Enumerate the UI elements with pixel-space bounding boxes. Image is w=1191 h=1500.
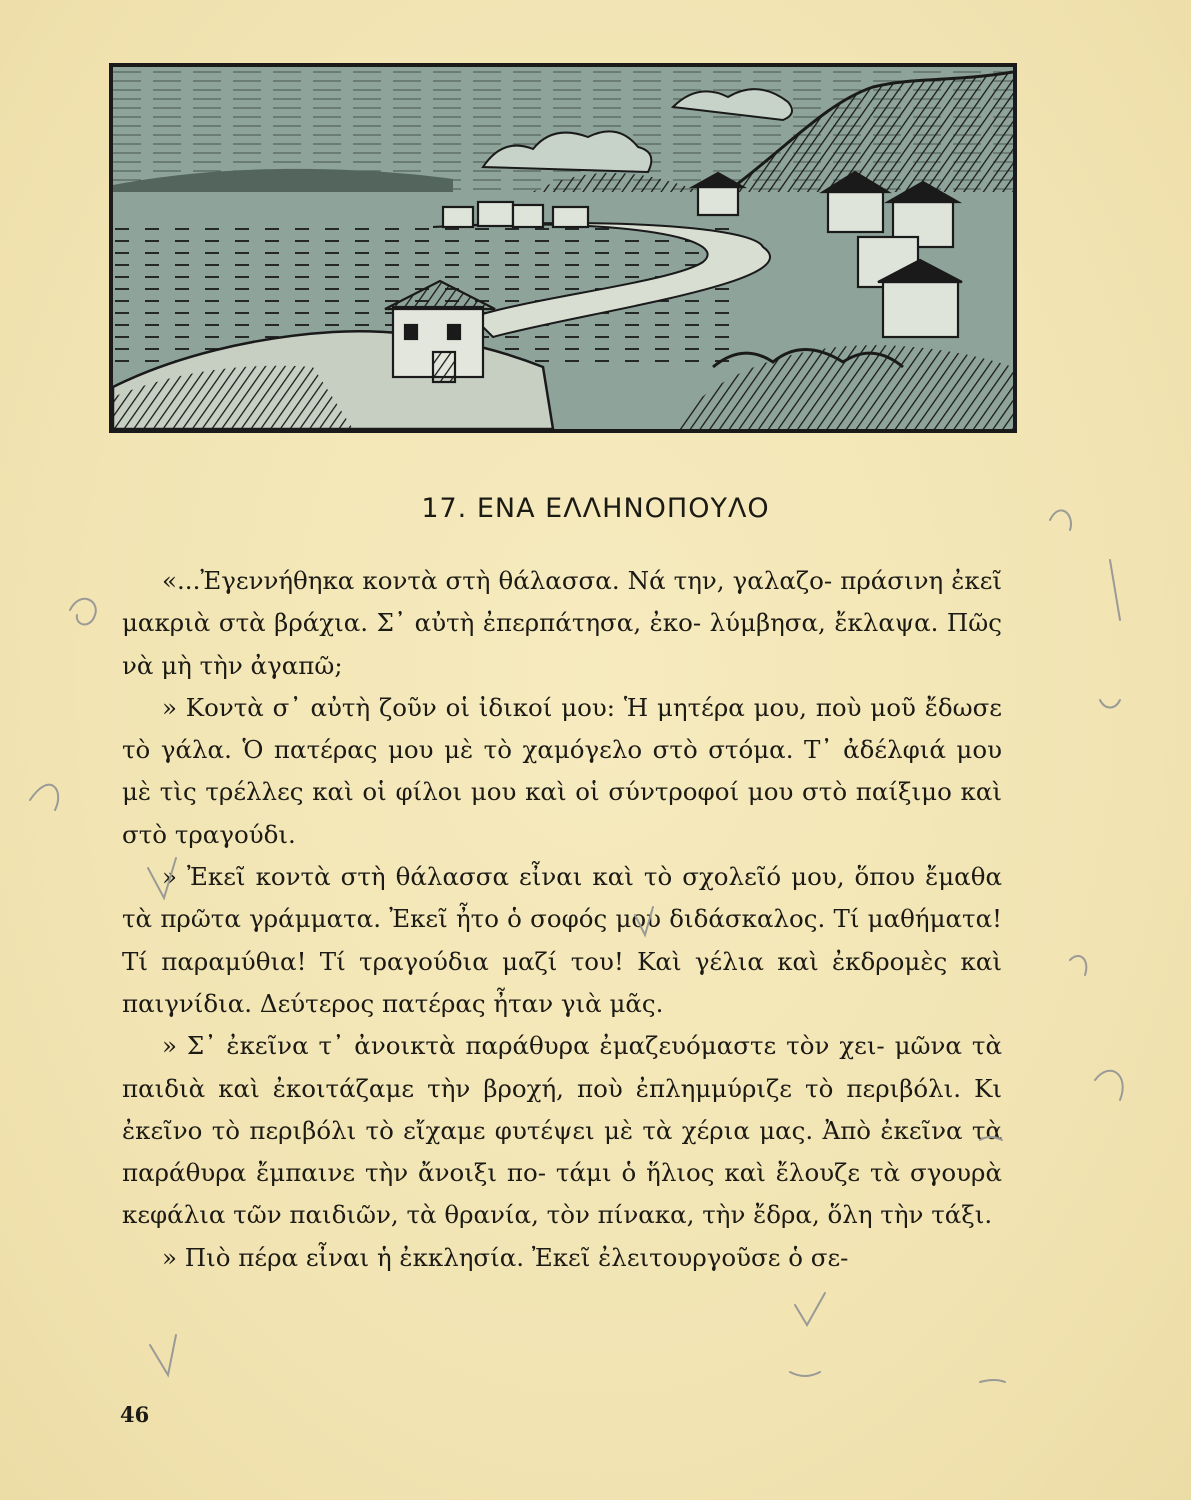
- paragraph: » Κοντὰ σ᾽ αὐτὴ ζοῦν οἱ ἰδικοί μου: Ἡ μητέρα μου, ποὺ μοῦ ἔδωσε τὸ γάλα. Ὁ πατέρας μου μὲ τὸ χαμόγελο στὸ στόμα. Τ᾽ ἀδέλφιά μου μὲ τὶς τρέλλες καὶ οἱ φίλοι μου καὶ οἱ σύντροφοί μου στὸ παίξιμο καὶ στὸ τραγούδι.: [122, 692, 1002, 849]
- body-text: [122, 560, 1002, 1279]
- paragraph: «...Ἐγεννήθηκα κοντὰ στὴ θάλασσα. Νά την, γαλαζο- πράσινη ἐκεῖ μακριὰ στὰ βράχια. Σ᾽ αὐτὴ ἐπερπάτησα, ἐκο- λύμβησα, ἔκλαψα. Πῶς νὰ μὴ τὴν ἀγαπῶ;: [122, 566, 1002, 680]
- chapter-title: 17. ΕΝΑ ΕΛΛΗΝΟΠΟΥΛΟ: [421, 493, 770, 524]
- paragraph: » Πιὸ πέρα εἶναι ἡ ἐκκλησία. Ἐκεῖ ἐλειτουργοῦσε ὁ σε-: [162, 1242, 849, 1272]
- paragraph: » Ἐκεῖ κοντὰ στὴ θάλασσα εἶναι καὶ τὸ σχολεῖό μου, ὅπου ἔμαθα τὰ πρῶτα γράμματα. Ἐκεῖ ἦτο ὁ σοφός μου διδάσκαλος. Τί μαθήματα! Τί παραμύθια! Τί τραγούδια μαζί του! Καὶ γέλια καὶ ἐκδρομὲς καὶ παιγνίδια. Δεύτερος πατέρας ἦταν γιὰ μᾶς.: [122, 862, 1002, 1018]
- paragraph: » Σ᾽ ἐκεῖνα τ᾽ ἀνοικτὰ παράθυρα ἐμαζευόμαστε τὸν χει- μῶνα τὰ παιδιὰ καὶ ἐκοιτάζαμε τὴν βροχή, ποὺ ἐπλημμύριζε τὸ περιβόλι. Κι ἐκεῖνο τὸ περιβόλι τὸ εἴχαμε φυτέψει μὲ τὰ χέρια μας. Ἀπὸ ἐκεῖνα τὰ παράθυρα ἔμπαινε τὴν ἄνοιξι πο- τάμι ὁ ἥλιος καὶ ἔλουζε τὰ σγουρὰ κεφάλια τῶν παιδιῶν, τὰ θρανία, τὸν πίνακα, τὴν ἔδρα, ὅλη τὴν τάξι.: [122, 1031, 1002, 1230]
- page-number: 46: [120, 1402, 150, 1427]
- seaside-village-illustration: [109, 63, 1017, 433]
